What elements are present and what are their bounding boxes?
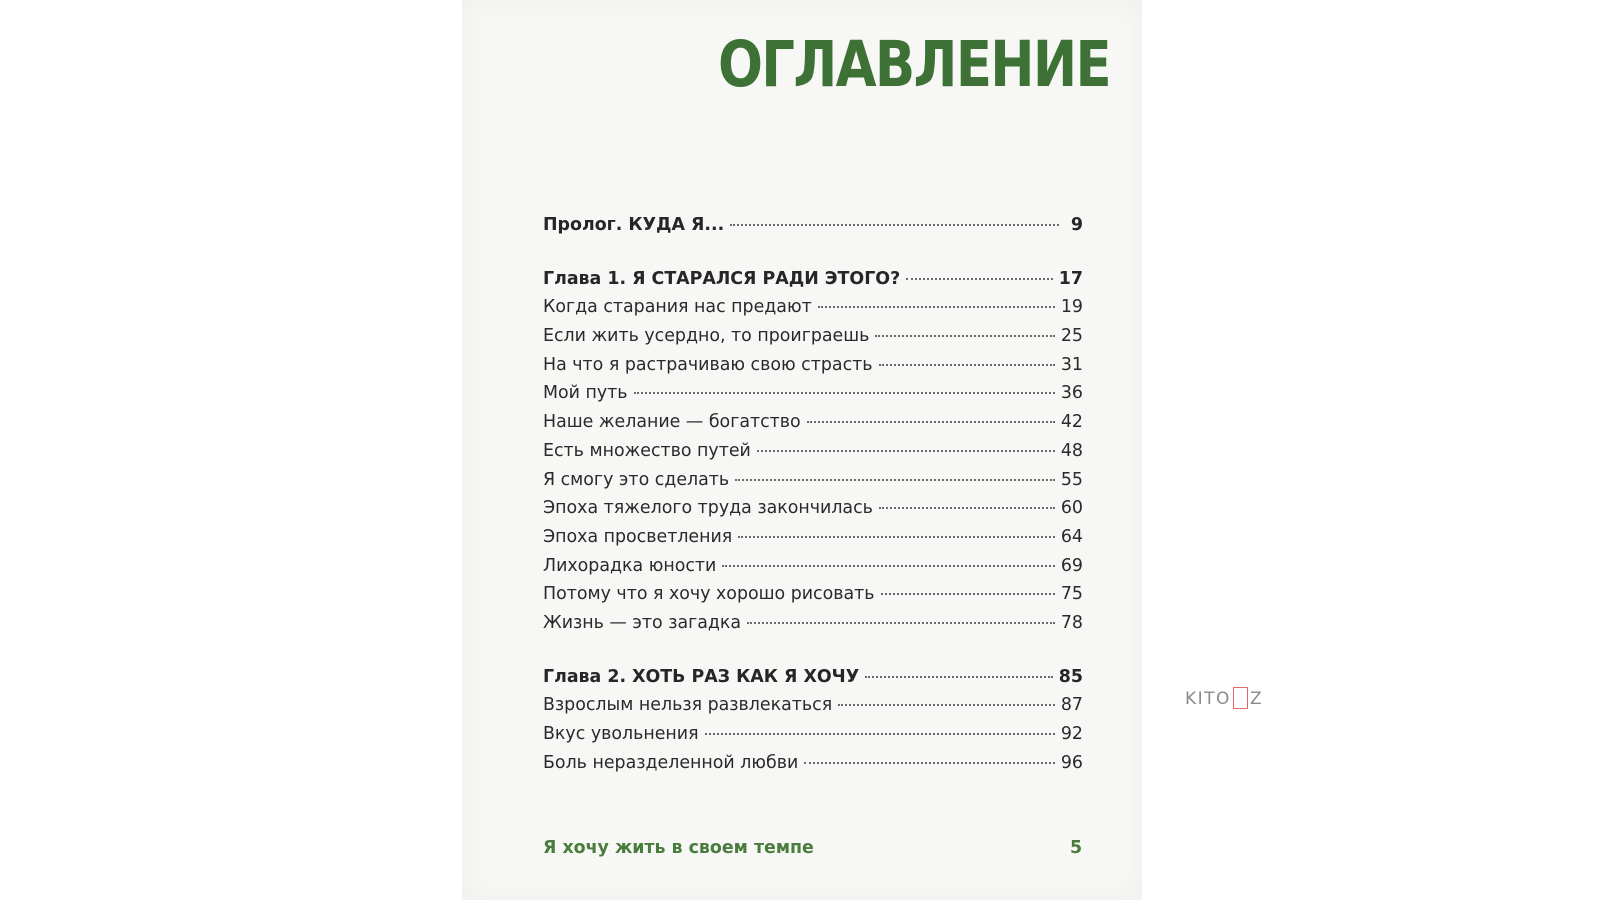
toc-entry-label: Эпоха просветления: [543, 526, 733, 547]
toc-entry: [543, 441, 1083, 470]
toc-entry: [543, 613, 1083, 642]
toc-entry-label: Лихорадка юности: [543, 555, 717, 576]
toc-entry: [543, 355, 1083, 384]
dot-leader: [807, 421, 1055, 423]
toc-entry-page-number: 25: [1060, 326, 1083, 347]
toc-entry-page-number: 48: [1060, 440, 1083, 461]
toc-entry-page-number: 85: [1058, 666, 1083, 687]
dot-leader: [738, 536, 1055, 538]
toc-entry-page-number: 92: [1060, 724, 1083, 744]
watermark-text-left: KITO: [1185, 689, 1231, 709]
dot-leader: [838, 704, 1055, 706]
toc-entry-label: Есть множество путей: [543, 440, 751, 461]
toc-entry-label: Вкус увольнения: [543, 724, 699, 744]
dot-leader: [879, 364, 1055, 366]
watermark-logo: [1185, 687, 1263, 709]
toc-entry-page-number: 19: [1060, 297, 1083, 318]
toc-heading-entry: [543, 269, 1083, 298]
dot-leader: [722, 565, 1054, 567]
dot-leader: [735, 479, 1055, 481]
dot-leader: [881, 593, 1055, 595]
toc-entry-page-number: 36: [1060, 383, 1083, 404]
toc-entry-label: Мой путь: [543, 383, 628, 404]
dot-leader: [757, 450, 1055, 452]
watermark-text-right: Z: [1249, 689, 1264, 709]
toc-entry-label: Взрослым нельзя развлекаться: [543, 695, 833, 716]
toc-entry: [543, 470, 1083, 499]
toc-entry: [543, 556, 1083, 585]
toc-entry-page-number: 55: [1060, 469, 1083, 490]
toc-entry-page-number: 87: [1060, 695, 1083, 716]
toc-entry-label: Глава 1. Я СТАРАЛСЯ РАДИ ЭТОГО?: [543, 268, 901, 289]
toc-entry-label: Потому что я хочу хорошо рисовать: [543, 584, 875, 605]
toc-section-gap: [543, 244, 1083, 269]
toc-entry-page-number: 42: [1060, 412, 1083, 433]
dot-leader: [906, 278, 1053, 280]
dot-leader: [730, 224, 1059, 226]
toc-entry: [543, 724, 1083, 753]
toc-entry-page-number: 17: [1058, 268, 1083, 289]
toc-entry: [543, 498, 1083, 527]
toc-entry-label: Боль неразделенной любви: [543, 752, 799, 773]
toc-entry: [543, 753, 1083, 782]
toc-entry: [543, 527, 1083, 556]
table-of-contents: [543, 215, 1083, 781]
toc-entry-label: Наше желание — богатство: [543, 412, 801, 433]
dot-leader: [705, 733, 1055, 735]
toc-entry-page-number: 64: [1060, 526, 1083, 547]
dot-leader: [865, 676, 1053, 678]
toc-entry: [543, 584, 1083, 613]
toc-entry-label: На что я растрачиваю свою страсть: [543, 354, 873, 375]
dot-leader: [875, 335, 1054, 337]
toc-entry-page-number: 75: [1060, 584, 1083, 605]
toc-section-gap: [543, 642, 1083, 667]
toc-entry: [543, 383, 1083, 412]
toc-entry: [543, 695, 1083, 724]
toc-heading-entry: [543, 215, 1083, 244]
dot-leader: [747, 622, 1055, 624]
dot-leader: [818, 306, 1055, 308]
watermark-box-icon: [1233, 687, 1248, 709]
dot-leader: [634, 392, 1055, 394]
dot-leader: [804, 762, 1055, 764]
toc-entry-label: Если жить усердно, то проиграешь: [543, 326, 870, 347]
dot-leader: [879, 507, 1055, 509]
toc-heading-entry: [543, 667, 1083, 696]
toc-entry-label: Пролог. КУДА Я...: [543, 215, 725, 235]
footer-book-title: Я хочу жить в своем темпе: [543, 838, 814, 858]
toc-entry-page-number: 31: [1060, 354, 1083, 375]
toc-entry-page-number: 9: [1070, 215, 1083, 235]
toc-entry-page-number: 96: [1060, 752, 1083, 773]
toc-entry: [543, 326, 1083, 355]
toc-entry-page-number: 78: [1060, 612, 1083, 633]
page-title: ОГЛАВЛЕНИЕ: [718, 28, 1110, 101]
toc-entry-page-number: 60: [1060, 498, 1083, 519]
toc-entry-label: Когда старания нас предают: [543, 297, 812, 318]
toc-entry-page-number: 69: [1060, 555, 1083, 576]
toc-entry-label: Я смогу это сделать: [543, 469, 730, 490]
toc-entry: [543, 412, 1083, 441]
toc-entry-label: Глава 2. ХОТЬ РАЗ КАК Я ХОЧУ: [543, 666, 860, 687]
toc-entry-label: Жизнь — это загадка: [543, 612, 742, 633]
toc-entry: [543, 297, 1083, 326]
toc-entry-label: Эпоха тяжелого труда закончилась: [543, 498, 873, 519]
footer-page-number: 5: [1070, 838, 1083, 858]
